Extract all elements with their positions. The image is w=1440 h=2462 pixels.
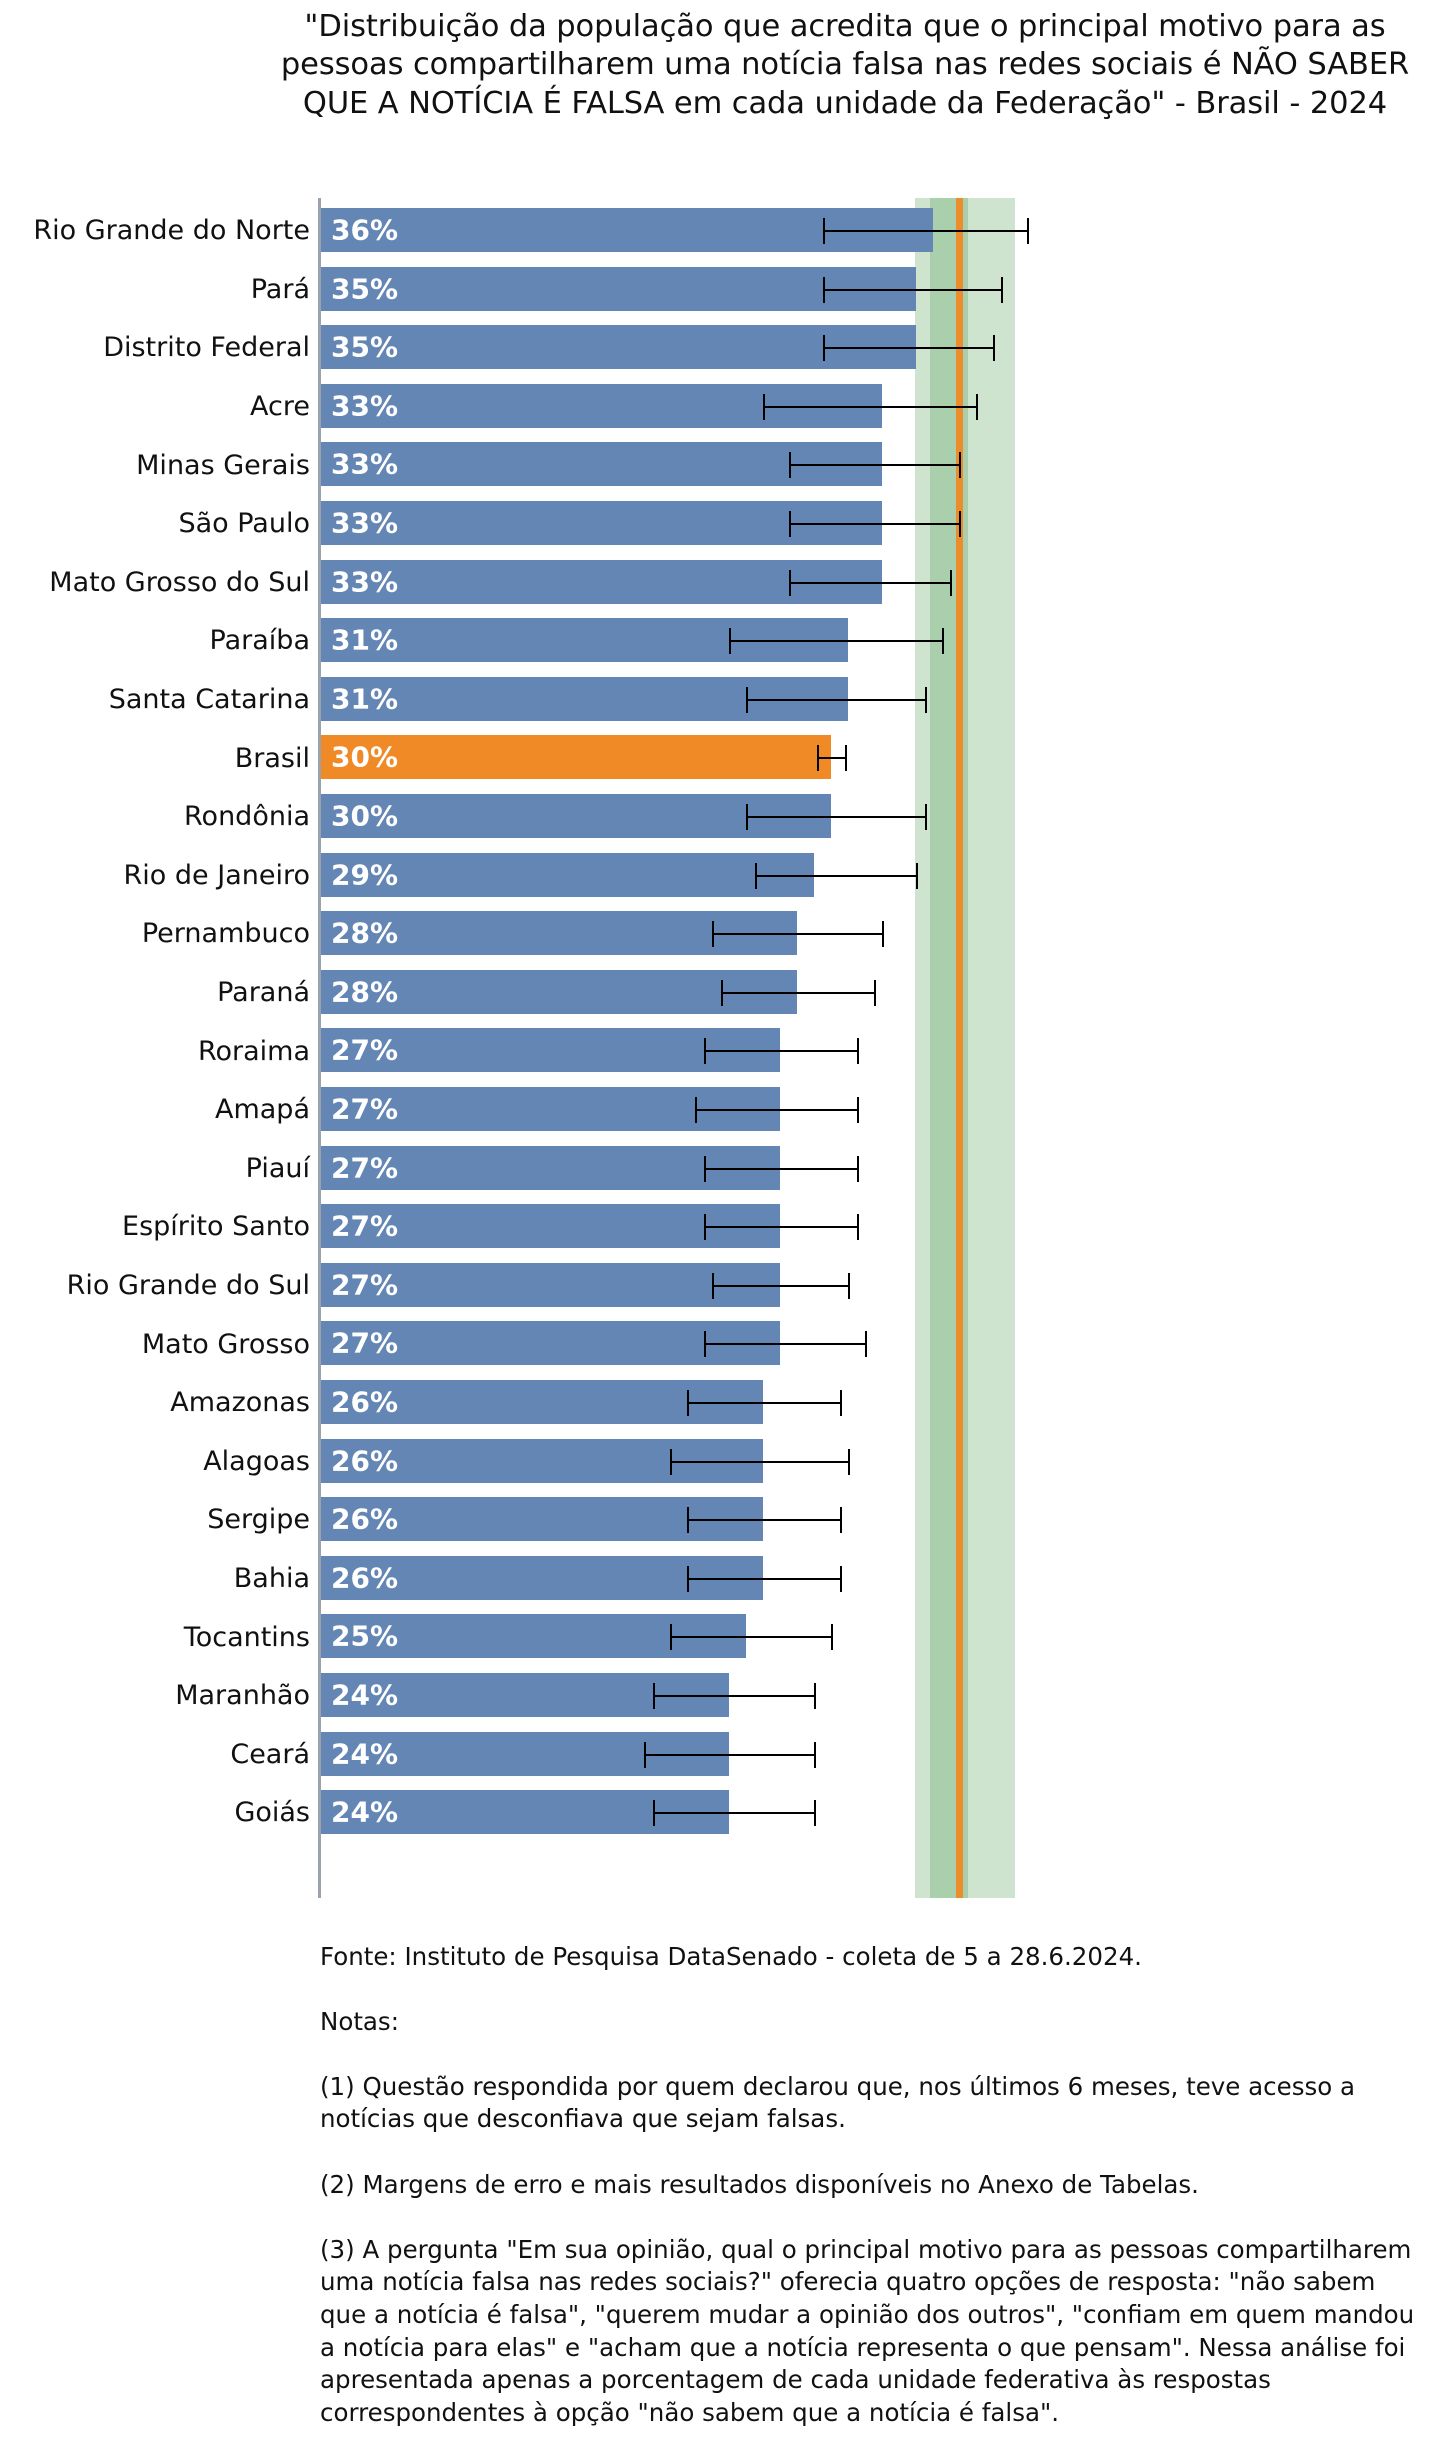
error-bar — [746, 816, 925, 818]
error-bar-cap-low — [670, 1449, 672, 1475]
category-label: São Paulo — [178, 508, 310, 540]
error-bar — [746, 699, 925, 701]
error-bar — [704, 1343, 866, 1345]
category-label: Piauí — [245, 1152, 310, 1184]
footer-note-3: (3) A pergunta "Em sua opinião, qual o principal motivo para as pessoas compartilharem uma notícia falsa nas redes sociais?" oferecia quatro opções de resposta: "não sabem que a notícia é falsa", "querem mudar a opinião dos outros", "confiam em quem mandou a notícia para elas" e "acham que a notícia representa o que pensam". Nessa análise foi apresentada apenas a porcentagem de cada unidade federativa às respostas correspondentes à opção "não sabem que a notícia é falsa". — [320, 2234, 1415, 2427]
bar-value-label: 30% — [331, 740, 399, 774]
table-row — [0, 1081, 1440, 1140]
bar-value-label: 27% — [331, 1033, 399, 1067]
error-bar-cap-high — [814, 1683, 816, 1709]
error-bar-cap-low — [704, 1214, 706, 1240]
table-row — [0, 495, 1440, 554]
table-row — [0, 1315, 1440, 1374]
table-row — [0, 436, 1440, 495]
error-bar — [823, 289, 1002, 291]
category-label: Tocantins — [183, 1621, 310, 1653]
bar-value-label: 27% — [331, 1209, 399, 1243]
footer-notes — [320, 1908, 1420, 2462]
chart-title: "Distribuição da população que acredita que o principal motivo para as pessoas compartilharem uma notícia falsa nas redes sociais é NÃO SABER QUE A NOTÍCIA É FALSA em cada unidade da Federação" - Brasil - 2024 — [280, 9, 1410, 121]
error-bar — [687, 1519, 840, 1521]
error-bar-cap-high — [925, 804, 927, 830]
table-row — [0, 729, 1440, 788]
bar-value-label: 27% — [331, 1268, 399, 1302]
error-bar-cap-high — [848, 1273, 850, 1299]
error-bar — [644, 1754, 814, 1756]
table-row — [0, 847, 1440, 906]
error-bar-cap-low — [721, 980, 723, 1006]
category-label: Roraima — [197, 1035, 310, 1067]
bar-value-label: 31% — [331, 623, 399, 657]
error-bar-cap-low — [704, 1038, 706, 1064]
error-bar-cap-low — [653, 1683, 655, 1709]
table-row — [0, 1433, 1440, 1492]
error-bar-cap-high — [840, 1566, 842, 1592]
bar-value-label: 29% — [331, 858, 399, 892]
error-bar-cap-high — [1001, 277, 1003, 303]
footer-note-1: (1) Questão respondida por quem declarou que, nos últimos 6 meses, teve acesso a notícias que desconfiava que sejam falsas. — [320, 2071, 1356, 2134]
error-bar-cap-low — [704, 1156, 706, 1182]
category-label: Goiás — [234, 1797, 310, 1829]
table-row — [0, 1667, 1440, 1726]
category-label: Paraíba — [209, 625, 310, 657]
table-row — [0, 1374, 1440, 1433]
bar-value-label: 26% — [331, 1444, 399, 1478]
error-bar — [789, 582, 951, 584]
category-label: Paraná — [217, 976, 310, 1008]
table-row — [0, 554, 1440, 613]
error-bar-cap-high — [857, 1097, 859, 1123]
bar-value-label: 27% — [331, 1326, 399, 1360]
category-label: Rio Grande do Norte — [33, 215, 310, 247]
table-row — [0, 612, 1440, 671]
footer-note-2: (2) Margens de erro e mais resultados disponíveis no Anexo de Tabelas. — [320, 2169, 1199, 2199]
category-label: Mato Grosso — [141, 1328, 310, 1360]
error-bar-cap-high — [916, 863, 918, 889]
table-row — [0, 1140, 1440, 1199]
error-bar-cap-low — [823, 277, 825, 303]
bar-value-label: 33% — [331, 506, 399, 540]
bar-value-label: 35% — [331, 272, 399, 306]
error-bar-cap-high — [950, 570, 952, 596]
error-bar-cap-high — [1027, 218, 1029, 244]
error-bar-cap-high — [831, 1624, 833, 1650]
error-bar — [712, 1285, 848, 1287]
error-bar-cap-high — [959, 452, 961, 478]
error-bar-cap-low — [746, 804, 748, 830]
bar-value-label: 28% — [331, 916, 399, 950]
error-bar-cap-high — [865, 1331, 867, 1357]
error-bar — [712, 933, 882, 935]
bar-value-label: 24% — [331, 1678, 399, 1712]
bar-value-label: 33% — [331, 389, 399, 423]
error-bar-cap-low — [644, 1742, 646, 1768]
category-label: Minas Gerais — [136, 449, 310, 481]
footer-notes-label: Notas: — [320, 2006, 399, 2036]
category-label: Amapá — [214, 1094, 310, 1126]
error-bar-cap-high — [840, 1507, 842, 1533]
bar — [321, 735, 831, 779]
category-label: Ceará — [230, 1738, 310, 1770]
error-bar — [817, 757, 844, 759]
table-row — [0, 1491, 1440, 1550]
plot-area — [0, 198, 1440, 1898]
error-bar-cap-low — [823, 335, 825, 361]
error-bar — [789, 464, 959, 466]
error-bar-cap-low — [695, 1097, 697, 1123]
error-bar — [721, 992, 874, 994]
error-bar-cap-high — [814, 1742, 816, 1768]
table-row — [0, 1726, 1440, 1785]
table-row — [0, 1022, 1440, 1081]
category-label: Rio de Janeiro — [123, 859, 310, 891]
error-bar-cap-low — [704, 1331, 706, 1357]
error-bar — [687, 1578, 840, 1580]
bar-value-label: 31% — [331, 682, 399, 716]
error-bar — [704, 1168, 857, 1170]
table-row — [0, 1608, 1440, 1667]
error-bar-cap-high — [848, 1449, 850, 1475]
category-label: Rio Grande do Sul — [66, 1269, 310, 1301]
footer-source: Fonte: Instituto de Pesquisa DataSenado - coleta de 5 a 28.6.2024. — [320, 1941, 1142, 1971]
bar-value-label: 27% — [331, 1092, 399, 1126]
error-bar-cap-low — [817, 745, 819, 771]
error-bar-cap-high — [857, 1038, 859, 1064]
error-bar — [653, 1695, 815, 1697]
error-bar-cap-high — [925, 687, 927, 713]
bar-value-label: 33% — [331, 565, 399, 599]
category-label: Mato Grosso do Sul — [49, 566, 310, 598]
category-label: Pará — [250, 273, 310, 305]
error-bar-cap-high — [882, 921, 884, 947]
error-bar-cap-high — [840, 1390, 842, 1416]
error-bar-cap-low — [823, 218, 825, 244]
bar-value-label: 27% — [331, 1151, 399, 1185]
error-bar-cap-high — [857, 1156, 859, 1182]
error-bar-cap-low — [687, 1390, 689, 1416]
table-row — [0, 964, 1440, 1023]
error-bar-cap-high — [942, 628, 944, 654]
bar-value-label: 30% — [331, 799, 399, 833]
bar-value-label: 25% — [331, 1619, 399, 1653]
table-row — [0, 905, 1440, 964]
category-label: Santa Catarina — [108, 683, 310, 715]
error-bar-cap-high — [976, 394, 978, 420]
category-label: Bahia — [233, 1562, 310, 1594]
bar-value-label: 26% — [331, 1502, 399, 1536]
table-row — [0, 319, 1440, 378]
error-bar-cap-high — [814, 1800, 816, 1826]
category-label: Brasil — [234, 742, 310, 774]
bar-value-label: 24% — [331, 1737, 399, 1771]
table-row — [0, 1784, 1440, 1843]
error-bar-cap-low — [653, 1800, 655, 1826]
bar-value-label: 26% — [331, 1561, 399, 1595]
error-bar-cap-low — [789, 570, 791, 596]
error-bar — [755, 875, 917, 877]
error-bar-cap-low — [789, 511, 791, 537]
error-bar — [704, 1226, 857, 1228]
bar-value-label: 33% — [331, 447, 399, 481]
category-label: Maranhão — [175, 1680, 310, 1712]
bar-value-label: 24% — [331, 1795, 399, 1829]
error-bar-cap-low — [712, 1273, 714, 1299]
error-bar — [687, 1402, 840, 1404]
category-label: Alagoas — [203, 1445, 310, 1477]
error-bar — [789, 523, 959, 525]
error-bar — [670, 1636, 832, 1638]
error-bar — [823, 347, 993, 349]
table-row — [0, 378, 1440, 437]
category-label: Acre — [250, 390, 310, 422]
table-row — [0, 1550, 1440, 1609]
bar-value-label: 35% — [331, 330, 399, 364]
table-row — [0, 1257, 1440, 1316]
error-bar-cap-low — [670, 1624, 672, 1650]
error-bar-cap-high — [857, 1214, 859, 1240]
category-label: Espírito Santo — [122, 1211, 310, 1243]
table-row — [0, 1198, 1440, 1257]
category-label: Rondônia — [184, 801, 310, 833]
error-bar — [670, 1461, 849, 1463]
error-bar — [763, 406, 976, 408]
error-bar-cap-low — [687, 1566, 689, 1592]
table-row — [0, 788, 1440, 847]
category-label: Amazonas — [170, 1387, 310, 1419]
error-bar-cap-high — [993, 335, 995, 361]
error-bar — [695, 1109, 857, 1111]
error-bar-cap-low — [712, 921, 714, 947]
bar-value-label: 26% — [331, 1385, 399, 1419]
bar-value-label: 36% — [331, 213, 399, 247]
error-bar-cap-low — [755, 863, 757, 889]
error-bar — [704, 1050, 857, 1052]
error-bar — [729, 640, 942, 642]
bar-value-label: 28% — [331, 975, 399, 1009]
error-bar — [823, 230, 1027, 232]
category-label: Pernambuco — [141, 918, 310, 950]
table-row — [0, 202, 1440, 261]
error-bar-cap-low — [687, 1507, 689, 1533]
error-bar-cap-low — [763, 394, 765, 420]
error-bar-cap-low — [746, 687, 748, 713]
error-bar-cap-high — [874, 980, 876, 1006]
category-label: Sergipe — [207, 1504, 310, 1536]
table-row — [0, 261, 1440, 320]
error-bar — [653, 1812, 815, 1814]
bar — [321, 853, 814, 897]
table-row — [0, 671, 1440, 730]
category-label: Distrito Federal — [103, 332, 310, 364]
error-bar-cap-low — [729, 628, 731, 654]
error-bar-cap-high — [959, 511, 961, 537]
error-bar-cap-low — [789, 452, 791, 478]
error-bar-cap-high — [845, 745, 847, 771]
